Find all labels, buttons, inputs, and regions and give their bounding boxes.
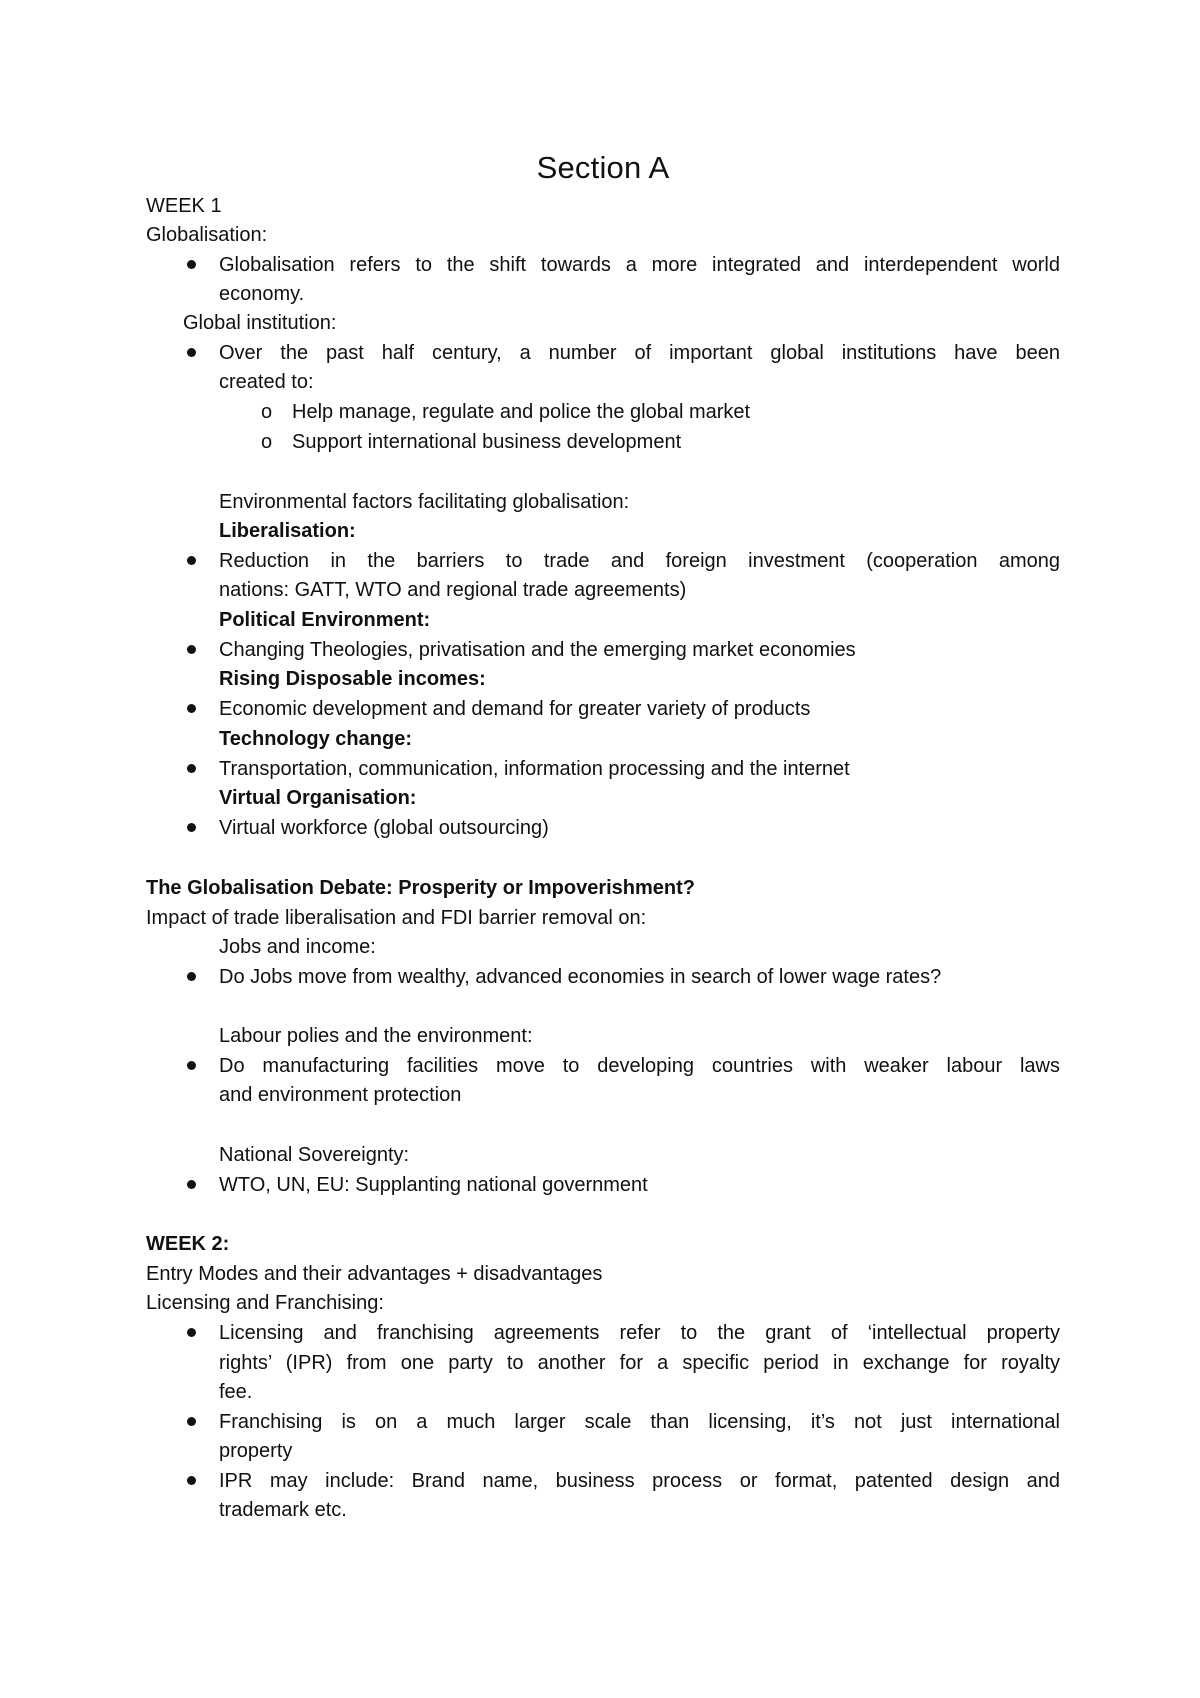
technology-change-heading: Technology change: <box>219 728 412 750</box>
global-institution-label: Global institution: <box>183 312 337 334</box>
bullet-icon <box>187 764 196 773</box>
week1-heading: WEEK 1 <box>146 195 222 217</box>
political-bullet: Changing Theologies, privatisation and the emerging market economies <box>219 639 856 661</box>
impact-label: Impact of trade liberalisation and FDI barrier removal on: <box>146 907 647 929</box>
week2-heading: WEEK 2: <box>146 1233 230 1255</box>
licensing-bullet-1-line-1: Licensing and franchising agreements refer to the grant of ‘intellectual property <box>219 1322 1060 1344</box>
technology-bullet: Transportation, communication, information processing and the internet <box>219 758 850 780</box>
virtual-bullet: Virtual workforce (global outsourcing) <box>219 817 549 839</box>
national-sovereignty-label: National Sovereignty: <box>219 1144 410 1166</box>
environmental-factors-label: Environmental factors facilitating globalisation: <box>219 491 630 513</box>
bullet-icon <box>187 823 196 832</box>
political-environment-heading: Political Environment: <box>219 609 431 631</box>
licensing-bullet-3-line-2: trademark etc. <box>219 1499 347 1521</box>
licensing-bullet-2-line-2: property <box>219 1440 293 1462</box>
bullet-icon <box>187 972 196 981</box>
bullet-icon <box>187 556 196 565</box>
sub-item-support: Support international business development <box>292 431 682 453</box>
jobs-income-label: Jobs and income: <box>219 936 376 958</box>
jobs-bullet: Do Jobs move from wealthy, advanced economies in search of lower wage rates? <box>219 966 942 988</box>
licensing-bullet-1-line-2: rights’ (IPR) from one party to another for a specific period in exchange for royalty <box>219 1352 1060 1374</box>
liberalisation-heading: Liberalisation: <box>219 520 356 542</box>
liberalisation-bullet-line-2: nations: GATT, WTO and regional trade agreements) <box>219 579 687 601</box>
sovereignty-bullet: WTO, UN, EU: Supplanting national government <box>219 1174 648 1196</box>
entry-modes-label: Entry Modes and their advantages + disadvantages <box>146 1263 603 1285</box>
labour-bullet-line-1: Do manufacturing facilities move to developing countries with weaker labour laws <box>219 1055 1060 1077</box>
sub-bullet-icon: o <box>261 431 273 453</box>
labour-policies-label: Labour polies and the environment: <box>219 1025 533 1047</box>
licensing-franchising-label: Licensing and Franchising: <box>146 1292 384 1314</box>
sub-bullet-icon: o <box>261 401 273 423</box>
globalisation-bullet-line-1: Globalisation refers to the shift towards a more integrated and interdependent world <box>219 254 1060 276</box>
licensing-bullet-3-line-1: IPR may include: Brand name, business process or format, patented design and <box>219 1470 1060 1492</box>
page-title: Section A <box>536 150 670 185</box>
globalisation-label: Globalisation: <box>146 224 268 246</box>
licensing-bullet-1-line-3: fee. <box>219 1381 253 1403</box>
disposable-incomes-heading: Rising Disposable incomes: <box>219 668 486 690</box>
income-bullet: Economic development and demand for greater variety of products <box>219 698 811 720</box>
bullet-icon <box>187 704 196 713</box>
bullet-icon <box>187 1417 196 1426</box>
document-page <box>146 0 1060 1698</box>
liberalisation-bullet-line-1: Reduction in the barriers to trade and foreign investment (cooperation among <box>219 550 1060 572</box>
bullet-icon <box>187 260 196 269</box>
bullet-icon <box>187 1061 196 1070</box>
bullet-icon <box>187 348 196 357</box>
licensing-bullet-2-line-1: Franchising is on a much larger scale than licensing, it’s not just international <box>219 1411 1060 1433</box>
bullet-icon <box>187 1476 196 1485</box>
globalisation-bullet-line-2: economy. <box>219 283 305 305</box>
institution-bullet-line-1: Over the past half century, a number of important global institutions have been <box>219 342 1060 364</box>
bullet-icon <box>187 1328 196 1337</box>
bullet-icon <box>187 645 196 654</box>
globalisation-debate-heading: The Globalisation Debate: Prosperity or Impoverishment? <box>146 877 695 899</box>
virtual-organisation-heading: Virtual Organisation: <box>219 787 417 809</box>
institution-bullet-line-2: created to: <box>219 371 314 393</box>
labour-bullet-line-2: and environment protection <box>219 1084 462 1106</box>
sub-item-manage: Help manage, regulate and police the global market <box>292 401 751 423</box>
bullet-icon <box>187 1180 196 1189</box>
